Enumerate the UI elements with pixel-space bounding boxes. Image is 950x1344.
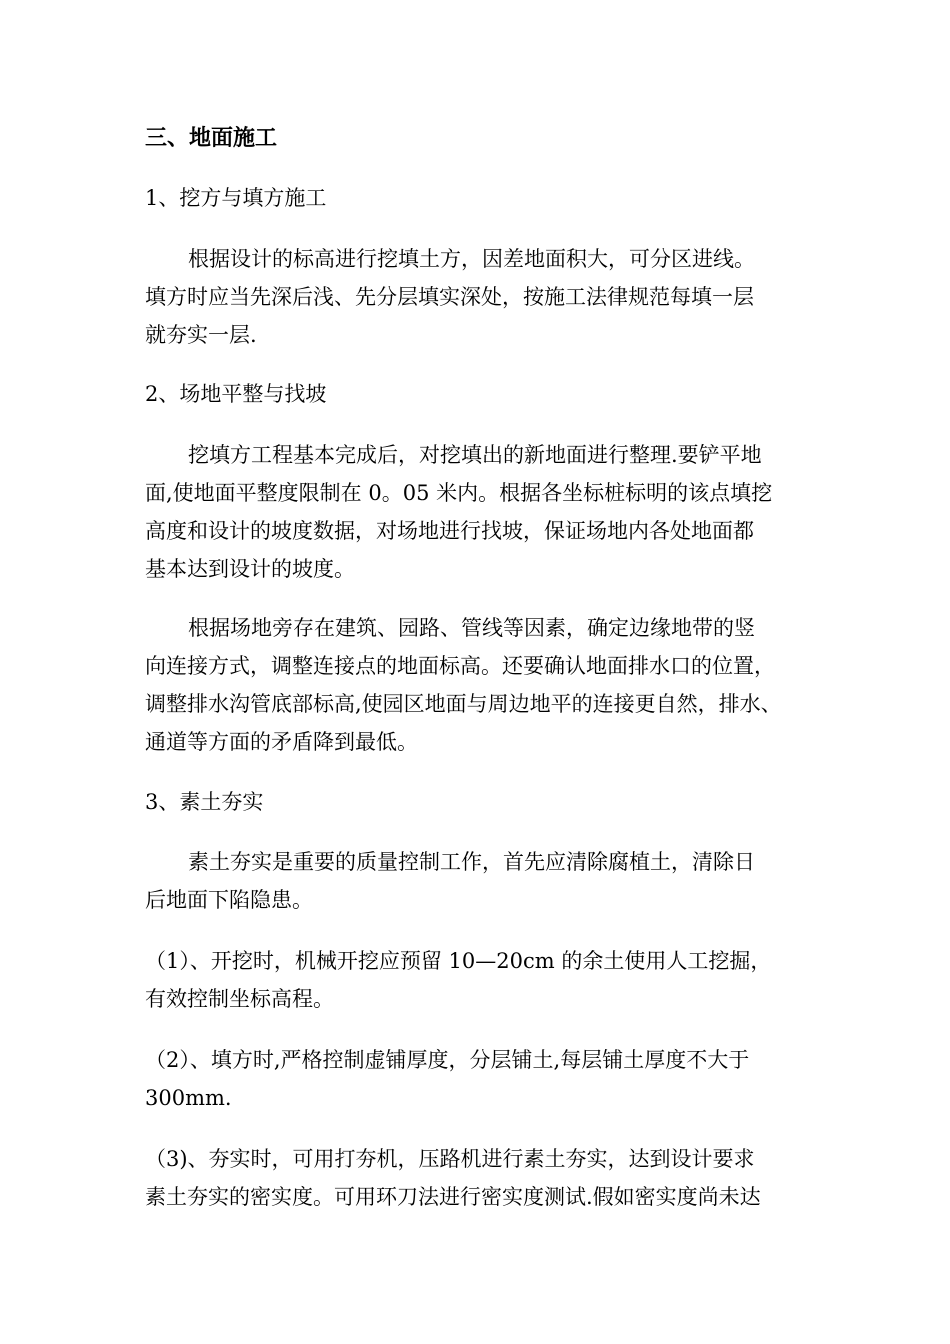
- paragraph-4: [145, 843, 825, 919]
- subsection-heading-2: 2、场地平整与找坡: [145, 382, 327, 406]
- paragraph-line: 根据场地旁存在建筑、园路、管线等因素，确定边缘地带的竖: [188, 616, 755, 640]
- paragraph-line: 高度和设计的坡度数据，对场地进行找坡，保证场地内各处地面都: [145, 519, 754, 543]
- paragraph-line: 挖填方工程基本完成后，对挖填出的新地面进行整理.要铲平地: [188, 443, 762, 467]
- paragraph-line: 调整排水沟管底部标高,使园区地面与周边地平的连接更自然，排水、: [145, 692, 782, 716]
- paragraph-line: 基本达到设计的坡度。: [145, 557, 355, 581]
- list-item-1: [145, 942, 825, 1018]
- list-item-2: [145, 1041, 825, 1117]
- subsection-heading-3: 3、素土夯实: [145, 790, 264, 814]
- paragraph-line: 素土夯实是重要的质量控制工作，首先应清除腐植土，清除日: [188, 850, 755, 874]
- list-item-line: 300mm.: [145, 1086, 232, 1110]
- list-item-3: [145, 1140, 825, 1216]
- list-item-line: 素土夯实的密实度。可用环刀法进行密实度测试.假如密实度尚未达: [145, 1185, 761, 1209]
- list-item-line: （3)、夯实时，可用打夯机，压路机进行素土夯实，达到设计要求: [145, 1147, 755, 1171]
- list-item-line: 有效控制坐标高程。: [145, 987, 334, 1011]
- paragraph-line: 根据设计的标高进行挖填土方，因差地面积大，可分区进线。: [188, 247, 755, 271]
- paragraph-line: 就夯实一层.: [145, 323, 257, 347]
- list-item-line: （2）、填方时,严格控制虚铺厚度，分层铺土,每层铺土厚度不大于: [145, 1048, 750, 1072]
- paragraph-1: [145, 240, 825, 354]
- subsection-heading-1: 1、挖方与填方施工: [145, 186, 327, 210]
- paragraph-line: 后地面下陷隐患。: [145, 888, 313, 912]
- section-title: 三、地面施工: [145, 125, 278, 151]
- paragraph-line: 向连接方式，调整连接点的地面标高。还要确认地面排水口的位置，: [145, 654, 775, 678]
- paragraph-2: [145, 436, 825, 588]
- list-item-line: （1）、开挖时，机械开挖应预留 10—20cm 的余土使用人工挖掘，: [145, 949, 772, 973]
- paragraph-line: 面,使地面平整度限制在 0。05 米内。根据各坐标桩标明的该点填挖: [145, 481, 773, 505]
- paragraph-3: [145, 609, 825, 761]
- paragraph-line: 通道等方面的矛盾降到最低。: [145, 730, 418, 754]
- paragraph-line: 填方时应当先深后浅、先分层填实深处，按施工法律规范每填一层: [145, 285, 754, 309]
